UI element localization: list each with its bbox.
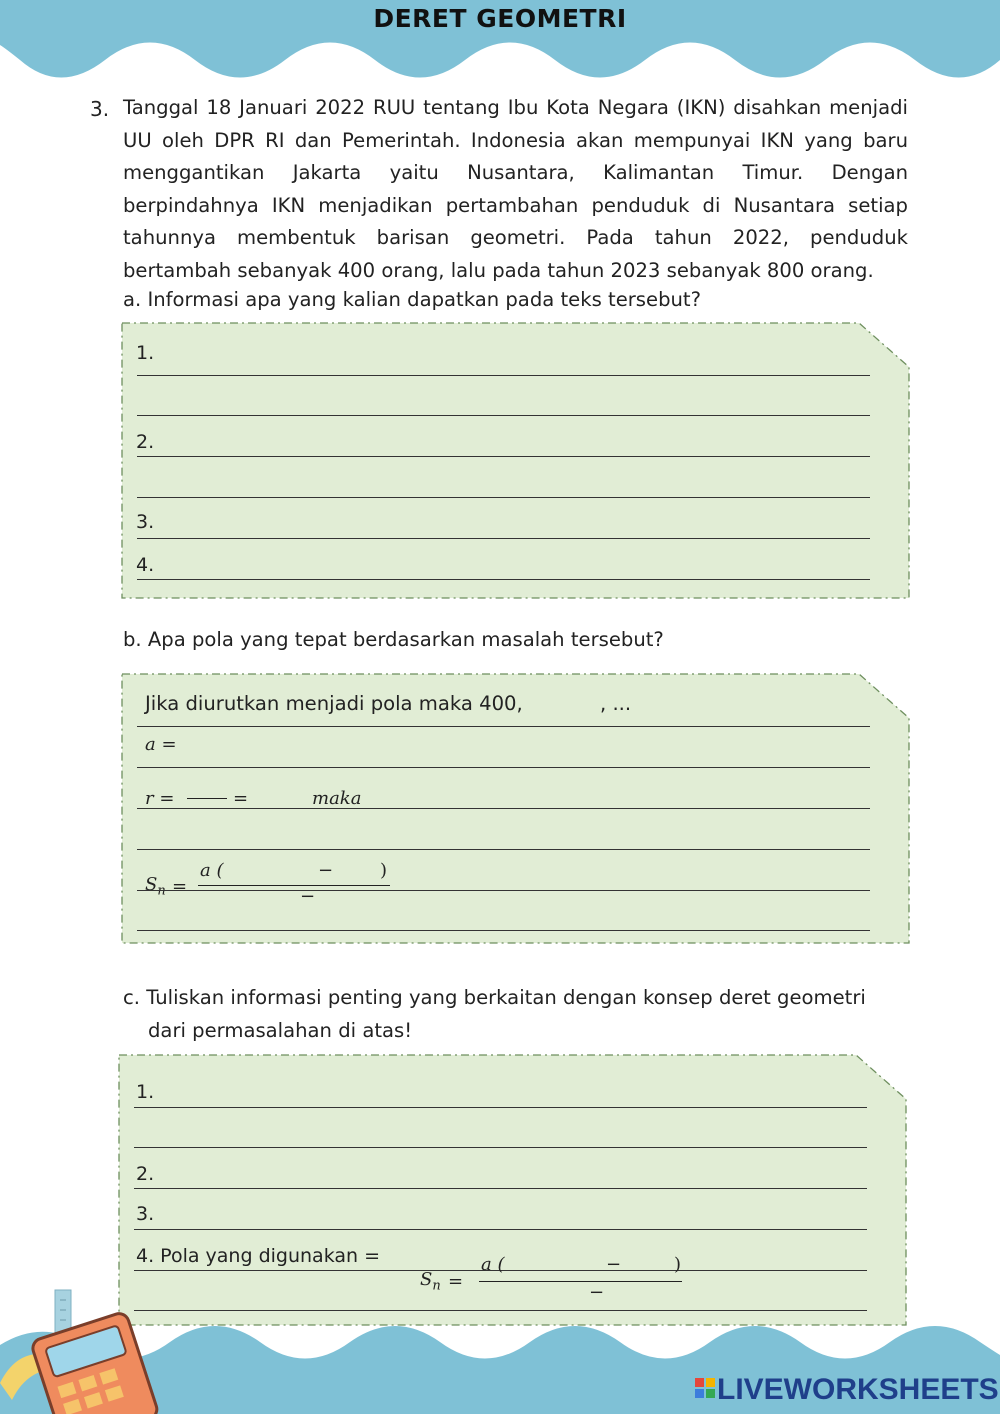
sn-equals: = bbox=[172, 876, 188, 897]
question-a: a. Informasi apa yang kalian dapatkan pada teks tersebut? bbox=[123, 288, 702, 311]
numerator-open: a ( bbox=[200, 860, 224, 881]
denominator-minus: − bbox=[300, 886, 316, 907]
calculator-illustration bbox=[0, 1288, 170, 1414]
a-label: a = bbox=[145, 734, 177, 755]
answer-b-line-1[interactable] bbox=[137, 726, 870, 727]
answer-c-item-1: 1. bbox=[136, 1081, 155, 1103]
answer-c-item-4: 4. Pola yang digunakan = bbox=[136, 1245, 381, 1267]
liveworksheets-logo-icon bbox=[695, 1378, 715, 1398]
answer-b-line-5[interactable] bbox=[137, 890, 870, 891]
liveworksheets-logo bbox=[695, 1373, 999, 1407]
c-sn-equals: = bbox=[448, 1271, 464, 1292]
answer-a-item-2: 2. bbox=[136, 431, 155, 453]
c-denominator-minus: − bbox=[589, 1282, 605, 1303]
r-equals: = bbox=[233, 788, 249, 809]
answer-a-line-1[interactable] bbox=[137, 375, 870, 376]
question-c-line2: dari permasalahan di atas! bbox=[148, 1019, 413, 1042]
pattern-text: Jika diurutkan menjadi pola maka 400, bbox=[145, 692, 523, 715]
page-title: DERET GEOMETRI bbox=[373, 4, 627, 33]
answer-c-line-4[interactable] bbox=[134, 1229, 867, 1230]
sn-label: $S_n$ bbox=[145, 874, 166, 899]
answer-a-item-4: 4. bbox=[136, 554, 155, 576]
answer-box-a bbox=[121, 322, 911, 599]
answer-b-line-4[interactable] bbox=[137, 849, 870, 850]
question-c-line1: c. Tuliskan informasi penting yang berkaitan dengan konsep deret geometri bbox=[123, 986, 866, 1009]
answer-c-line-3[interactable] bbox=[134, 1188, 867, 1189]
answer-a-line-3[interactable] bbox=[137, 456, 870, 457]
problem-text: Tanggal 18 Januari 2022 RUU tentang Ibu Kota Negara (IKN) disahkan menjadi UU oleh DPR RI dan Pemerintah. Indonesia akan mempunyai IKN yang baru menggantikan Jakarta yaitu Nusantara, Kalimantan Timur. Dengan berpindahnya IKN menjadikan pertambahan penduduk di Nusantara setiap tahunnya membentuk barisan geometri. Pada tahun 2022, penduduk bertambah sebanyak 400 orang, lalu pada tahun 2023 sebanyak 800 orang. bbox=[123, 96, 908, 282]
problem-number: 3. bbox=[90, 97, 110, 121]
sn-fraction-bar bbox=[198, 885, 390, 886]
answer-a-line-6[interactable] bbox=[137, 579, 870, 580]
liveworksheets-logo-text: LIVEWORKSHEETS bbox=[717, 1373, 999, 1406]
maka-text: maka bbox=[312, 788, 362, 809]
answer-c-item-3: 3. bbox=[136, 1203, 155, 1225]
c-sn-label: $S_n$ bbox=[420, 1269, 441, 1294]
r-label: r = bbox=[145, 788, 175, 809]
answer-c-item-2: 2. bbox=[136, 1163, 155, 1185]
c-numerator-minus: − bbox=[606, 1254, 622, 1275]
numerator-close: ) bbox=[380, 860, 388, 881]
question-b: b. Apa pola yang tepat berdasarkan masalah tersebut? bbox=[123, 628, 664, 651]
answer-a-item-3: 3. bbox=[136, 511, 155, 533]
answer-a-item-1: 1. bbox=[136, 342, 155, 364]
c-numerator-close: ) bbox=[674, 1254, 682, 1275]
c-numerator-open: a ( bbox=[481, 1254, 505, 1275]
answer-c-line-1[interactable] bbox=[134, 1107, 867, 1108]
answer-box-c bbox=[118, 1054, 908, 1326]
answer-b-line-2[interactable] bbox=[137, 767, 870, 768]
numerator-minus: − bbox=[318, 860, 334, 881]
answer-a-line-5[interactable] bbox=[137, 538, 870, 539]
answer-b-line-6[interactable] bbox=[137, 930, 870, 931]
pattern-tail: , ... bbox=[600, 692, 632, 715]
answer-c-line-2[interactable] bbox=[134, 1147, 867, 1148]
answer-a-line-4[interactable] bbox=[137, 497, 870, 498]
r-fraction-bar bbox=[187, 798, 227, 799]
answer-a-line-2[interactable] bbox=[137, 415, 870, 416]
answer-b-line-3[interactable] bbox=[137, 808, 870, 809]
c-sn-fraction-bar bbox=[479, 1281, 682, 1282]
